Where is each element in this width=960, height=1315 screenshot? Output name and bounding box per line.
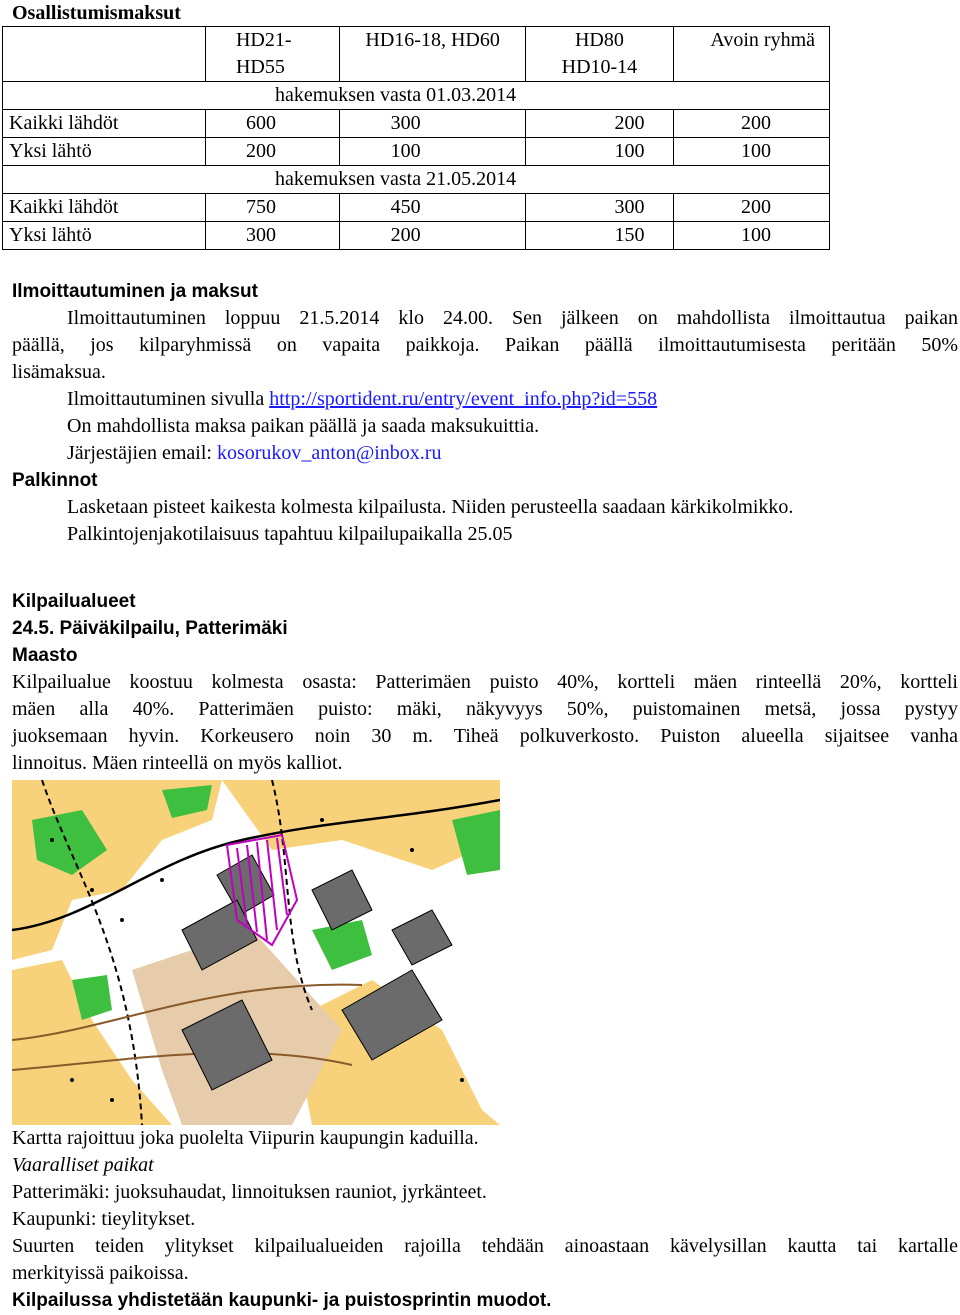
registration-line-1: Ilmoittautuminen loppuu 21.5.2014 klo 24.00. Sen jälkeen on mahdollista ilmoittautua paikan: [67, 307, 958, 329]
registration-line-2: päällä, jos kilparyhmissä on vapaita paikkoja. Paikan päällä ilmoittautumisesta peritään 50%: [12, 334, 958, 356]
crossing-line-1: Suurten teiden ylitykset kilpailualueiden rajoilla tehdään ainoastaan kävelysillan kautta tai kartalle: [12, 1235, 958, 1257]
email-prefix: Järjestäjien email:: [67, 442, 217, 464]
terrain-line-3: juoksemaan hyvin. Korkeusero noin 30 m. Tiheä polkuverkosto. Puiston alueella sijaitsee vanha: [12, 725, 958, 747]
table-cell: 100: [339, 138, 525, 166]
row-label: Kaikki lähdöt: [3, 110, 206, 138]
areas-subheading: 24.5. Päiväkilpailu, Patterimäki: [12, 618, 288, 639]
table-cell: 450: [339, 194, 525, 222]
row-label: Yksi lähtö: [3, 222, 206, 250]
table-cell: 100: [673, 138, 830, 166]
table-header: Avoin ryhmä: [673, 27, 830, 82]
areas-heading: Kilpailualueet: [12, 591, 136, 612]
table-cell: 300: [339, 110, 525, 138]
terrain-line-2: mäen alla 40%. Patterimäen puisto: mäki, näkyvyys 50%, puistomainen metsä, jossa pystyy: [12, 698, 958, 720]
table-cell: 200: [526, 110, 673, 138]
table-cell: 300: [526, 194, 673, 222]
table-cell: 750: [205, 194, 339, 222]
table-cell: [3, 27, 206, 82]
table-row: [3, 138, 830, 166]
row-label: Kaikki lähdöt: [3, 194, 206, 222]
registration-site-prefix: Ilmoittautuminen sivulla: [67, 388, 270, 410]
table-row: [3, 222, 830, 250]
table-cell: 200: [339, 222, 525, 250]
prizes-line-1: Lasketaan pisteet kaikesta kolmesta kilpailusta. Niiden perusteella saadaan kärkikolmikko.: [67, 496, 794, 518]
table-header: HD16-18, HD60: [339, 27, 525, 82]
table-header: HD80 HD10-14: [526, 27, 673, 82]
table-header: HD21- HD55: [205, 27, 339, 82]
period-label: hakemuksen vasta 01.03.2014: [3, 82, 830, 110]
crossing-line-2: merkityissä paikoissa.: [12, 1262, 189, 1284]
pay-onsite-text: On mahdollista maksa paikan päällä ja saada maksukuittia.: [67, 415, 540, 437]
table-period-row: [3, 166, 830, 194]
fees-title: Osallistumismaksut: [12, 2, 181, 24]
orienteering-map: [12, 780, 500, 1125]
registration-link[interactable]: http://sportident.ru/entry/event_info.php?id=558: [269, 388, 658, 410]
terrain-line-4: linnoitus. Mäen rinteellä on myös kalliot.: [12, 752, 343, 774]
email-link[interactable]: kosorukov_anton@inbox.ru: [216, 442, 442, 464]
registration-site: [67, 386, 657, 413]
registration-heading: Ilmoittautuminen ja maksut: [12, 281, 258, 302]
table-row: [3, 110, 830, 138]
terrain-line-1: Kilpailualue koostuu kolmesta osasta: Patterimäen puisto 40%, kortteli mäen rinteellä 20%, kortteli: [12, 671, 958, 693]
table-period-row: [3, 82, 830, 110]
final-statement: Kilpailussa yhdistetään kaupunki- ja puistosprintin muodot.: [12, 1290, 552, 1311]
table-cell: 100: [673, 222, 830, 250]
map-caption: Kartta rajoittuu joka puolelta Viipurin kaupungin kaduilla.: [12, 1127, 479, 1149]
table-row: [3, 194, 830, 222]
table-cell: 150: [526, 222, 673, 250]
table-cell: 600: [205, 110, 339, 138]
table-cell: 100: [526, 138, 673, 166]
registration-line-3: lisämaksua.: [12, 361, 106, 383]
table-cell: 300: [205, 222, 339, 250]
terrain-heading: Maasto: [12, 645, 78, 666]
danger-line-2: Kaupunki: tieylitykset.: [12, 1208, 196, 1230]
prizes-heading: Palkinnot: [12, 470, 98, 491]
period-label: hakemuksen vasta 21.05.2014: [3, 166, 830, 194]
row-label: Yksi lähtö: [3, 138, 206, 166]
table-header-row: [3, 27, 830, 82]
table-cell: 200: [673, 110, 830, 138]
table-cell: 200: [205, 138, 339, 166]
danger-heading: Vaaralliset paikat: [12, 1154, 154, 1176]
danger-line-1: Patterimäki: juoksuhaudat, linnoituksen rauniot, jyrkänteet.: [12, 1181, 487, 1203]
organizer-email: [67, 440, 441, 467]
table-cell: 200: [673, 194, 830, 222]
fees-table: [2, 26, 830, 250]
prizes-line-2: Palkintojenjakotilaisuus tapahtuu kilpailupaikalla 25.05: [67, 523, 513, 545]
